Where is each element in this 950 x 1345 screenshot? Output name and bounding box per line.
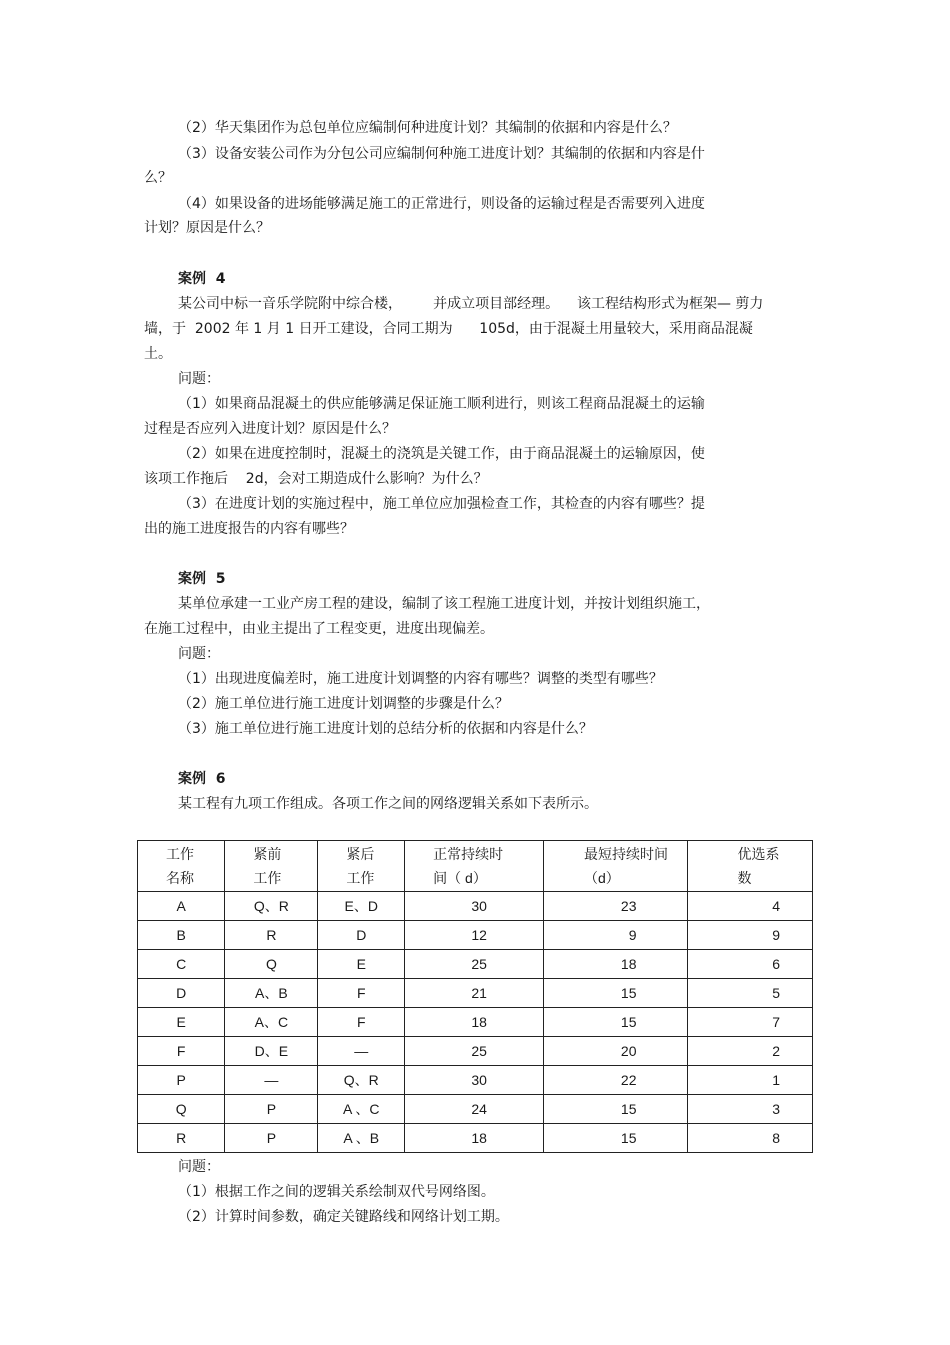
- case5-body-line: 在施工过程中，由业主提出了工程变更，进度出现偏差。: [144, 621, 494, 637]
- cell-successor: F: [318, 979, 405, 1008]
- cell-predecessor: R: [225, 921, 318, 950]
- table-row: [138, 1124, 813, 1153]
- cell-predecessor: —: [225, 1066, 318, 1095]
- cell-shortest-duration: 23: [543, 892, 687, 921]
- cell-shortest-duration: 22: [543, 1066, 687, 1095]
- cell-work-name: A: [138, 892, 225, 921]
- cell-priority-coefficient: 5: [687, 979, 813, 1008]
- case5-question-line: （1）出现进度偏差时，施工进度计划调整的内容有哪些？调整的类型有哪些？: [178, 671, 663, 687]
- cell-priority-coefficient: 6: [687, 950, 813, 979]
- header-work-name: 工作 名称: [138, 841, 225, 892]
- cell-priority-coefficient: 8: [687, 1124, 813, 1153]
- cell-shortest-duration: 15: [543, 1124, 687, 1153]
- cell-shortest-duration: 18: [543, 950, 687, 979]
- cell-successor: E: [318, 950, 405, 979]
- cell-shortest-duration: 15: [543, 1008, 687, 1037]
- table-row: [138, 1066, 813, 1095]
- cell-normal-duration: 18: [405, 1008, 544, 1037]
- case4-question-line: （3）在进度计划的实施过程中，施工单位应加强检查工作，其检查的内容有哪些？提: [178, 496, 705, 512]
- case6-body: 某工程有九项工作组成。各项工作之间的网络逻辑关系如下表所示。: [178, 796, 598, 812]
- case4-question-label: 问题：: [178, 371, 220, 387]
- case4-question-line: 过程是否应列入进度计划？原因是什么？: [144, 421, 396, 437]
- cell-normal-duration: 25: [405, 1037, 544, 1066]
- case4-body-line: 土。: [144, 346, 172, 362]
- case5-question-label: 问题：: [178, 646, 220, 662]
- cell-work-name: R: [138, 1124, 225, 1153]
- cell-normal-duration: 18: [405, 1124, 544, 1153]
- cell-work-name: B: [138, 921, 225, 950]
- case6-question-line: （1）根据工作之间的逻辑关系绘制双代号网络图。: [178, 1184, 495, 1200]
- cell-priority-coefficient: 9: [687, 921, 813, 950]
- cell-work-name: Q: [138, 1095, 225, 1124]
- cell-shortest-duration: 15: [543, 979, 687, 1008]
- cell-successor: A 、C: [318, 1095, 405, 1124]
- table-row: [138, 892, 813, 921]
- table-row: [138, 1037, 813, 1066]
- case6-title: 案例 6: [178, 771, 226, 787]
- case4-question-line: （2）如果在进度控制时，混凝土的浇筑是关键工作，由于商品混凝土的运输原因，使: [178, 446, 705, 462]
- cell-predecessor: P: [225, 1095, 318, 1124]
- question-line: （4）如果设备的进场能够满足施工的正常进行，则设备的运输过程是否需要列入进度: [178, 196, 705, 212]
- cell-predecessor: P: [225, 1124, 318, 1153]
- cell-normal-duration: 25: [405, 950, 544, 979]
- cell-shortest-duration: 20: [543, 1037, 687, 1066]
- cell-work-name: E: [138, 1008, 225, 1037]
- table-row: [138, 1095, 813, 1124]
- cell-successor: —: [318, 1037, 405, 1066]
- header-normal-duration: 正常持续时 间（ d）: [405, 841, 544, 892]
- cell-successor: Q、R: [318, 1066, 405, 1095]
- case4-title: 案例 4: [178, 271, 226, 287]
- cell-successor: F: [318, 1008, 405, 1037]
- cell-normal-duration: 30: [405, 1066, 544, 1095]
- case4-question-line: 该项工作拖后 2d，会对工期造成什么影响？为什么？: [144, 471, 488, 487]
- cell-normal-duration: 21: [405, 979, 544, 1008]
- case4-question-line: （1）如果商品混凝土的供应能够满足保证施工顺利进行，则该工程商品混凝土的运输: [178, 396, 705, 412]
- case5-question-line: （2）施工单位进行施工进度计划调整的步骤是什么？: [178, 696, 509, 712]
- work-relation-table: [137, 840, 813, 1153]
- cell-work-name: P: [138, 1066, 225, 1095]
- cell-priority-coefficient: 7: [687, 1008, 813, 1037]
- cell-successor: D: [318, 921, 405, 950]
- question-line: 计划？原因是什么？: [144, 220, 270, 236]
- header-priority-coefficient: 优选系 数: [687, 841, 813, 892]
- cell-priority-coefficient: 2: [687, 1037, 813, 1066]
- case5-title: 案例 5: [178, 571, 226, 587]
- cell-normal-duration: 12: [405, 921, 544, 950]
- cell-predecessor: A、C: [225, 1008, 318, 1037]
- cell-predecessor: Q、R: [225, 892, 318, 921]
- case4-question-line: 出的施工进度报告的内容有哪些？: [144, 521, 354, 537]
- cell-work-name: D: [138, 979, 225, 1008]
- cell-work-name: C: [138, 950, 225, 979]
- case5-body-line: 某单位承建一工业产房工程的建设，编制了该工程施工进度计划，并按计划组织施工，: [178, 596, 710, 612]
- cell-priority-coefficient: 4: [687, 892, 813, 921]
- cell-successor: A 、B: [318, 1124, 405, 1153]
- cell-normal-duration: 24: [405, 1095, 544, 1124]
- cell-shortest-duration: 15: [543, 1095, 687, 1124]
- case4-body-line: 墙，于 2002 年 1 月 1 日开工建设，合同工期为 105d，由于混凝土用量较大，采用商品混凝: [144, 321, 753, 337]
- cell-predecessor: A、B: [225, 979, 318, 1008]
- table-row: [138, 921, 813, 950]
- cell-successor: E、D: [318, 892, 405, 921]
- question-line: 么？: [144, 170, 172, 186]
- table-row: [138, 950, 813, 979]
- header-shortest-duration: 最短持续时间 （d）: [543, 841, 687, 892]
- case6-question-label: 问题：: [178, 1159, 220, 1175]
- cell-predecessor: Q: [225, 950, 318, 979]
- cell-priority-coefficient: 1: [687, 1066, 813, 1095]
- cell-priority-coefficient: 3: [687, 1095, 813, 1124]
- question-line: （2）华天集团作为总包单位应编制何种进度计划？其编制的依据和内容是什么？: [178, 120, 677, 136]
- case4-body-line: 某公司中标一音乐学院附中综合楼， 并成立项目部经理。 该工程结构形式为框架— 剪力: [178, 296, 764, 312]
- header-predecessor: 紧前 工作: [225, 841, 318, 892]
- table-row: [138, 979, 813, 1008]
- cell-normal-duration: 30: [405, 892, 544, 921]
- case5-question-line: （3）施工单位进行施工进度计划的总结分析的依据和内容是什么？: [178, 721, 593, 737]
- case6-question-line: （2）计算时间参数，确定关键路线和网络计划工期。: [178, 1209, 509, 1225]
- table-header-row: [138, 841, 813, 892]
- question-line: （3）设备安装公司作为分包公司应编制何种施工进度计划？其编制的依据和内容是什: [178, 146, 705, 162]
- header-successor: 紧后 工作: [318, 841, 405, 892]
- cell-shortest-duration: 9: [543, 921, 687, 950]
- cell-predecessor: D、E: [225, 1037, 318, 1066]
- cell-work-name: F: [138, 1037, 225, 1066]
- table-row: [138, 1008, 813, 1037]
